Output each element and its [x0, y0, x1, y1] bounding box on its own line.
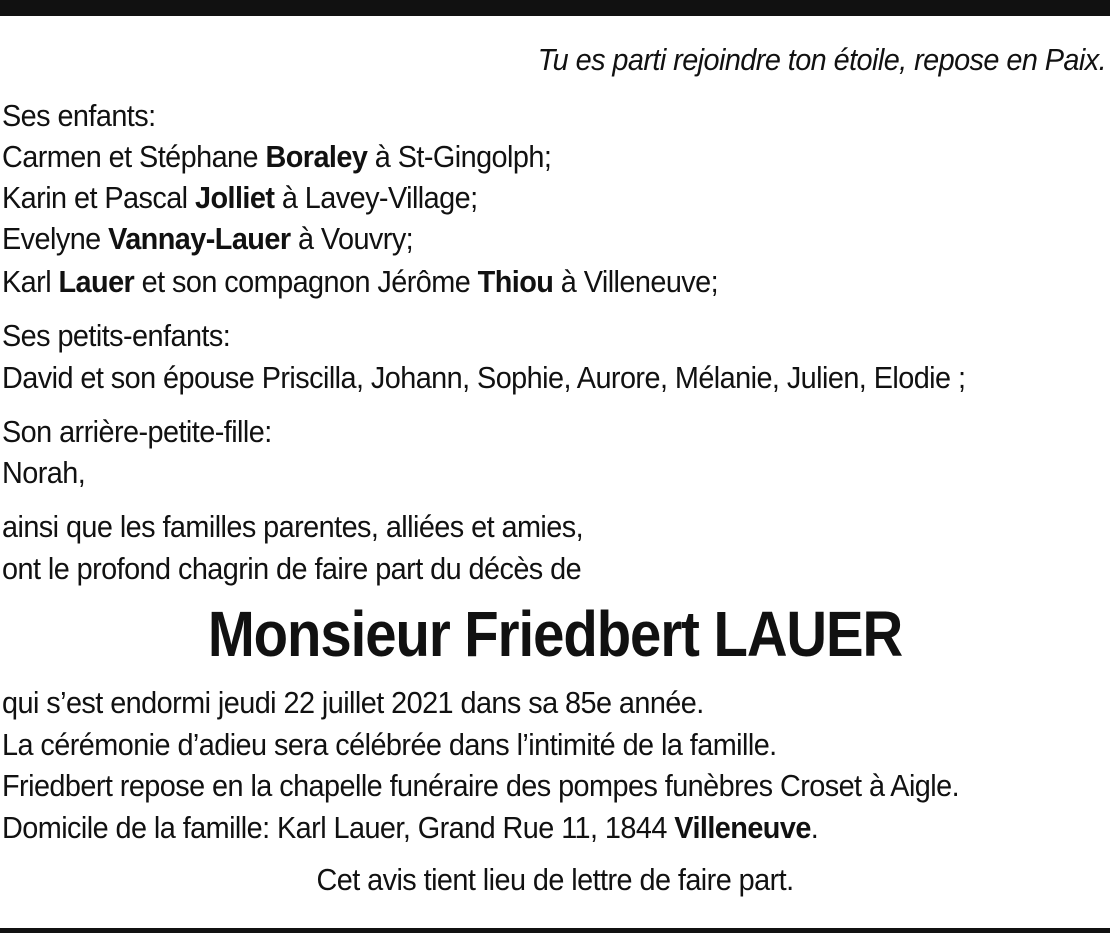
details-line-1: qui s’est endormi jeudi 22 juillet 2021 dans sa 85e année. — [2, 685, 704, 720]
partner-surname: Thiou — [477, 264, 554, 299]
child-line-3 — [2, 219, 413, 259]
great-grandchild-name: Norah, — [2, 455, 86, 490]
deceased-name: Monsieur Friedbert LAUER — [207, 598, 903, 670]
grandchildren-heading: Ses petits-enfants: — [2, 318, 231, 353]
address-end: . — [810, 810, 819, 845]
closing-note: Cet avis tient lieu de lettre de faire part. — [316, 862, 794, 897]
place: à St-Gingolph; — [367, 139, 552, 174]
address-town: Villeneuve — [674, 810, 811, 845]
place: à Vouvry; — [290, 221, 414, 256]
details-line-3: Friedbert repose en la chapelle funéraire des pompes funèbres Croset à Aigle. — [2, 768, 960, 803]
child-line-2 — [2, 178, 478, 218]
given-names: Karin et Pascal — [2, 180, 195, 215]
announcement-line-1: ainsi que les familles parentes, alliées et amies, — [2, 509, 584, 544]
grandchildren-names: David et son épouse Priscilla, Johann, Sophie, Aurore, Mélanie, Julien, Elodie ; — [2, 360, 966, 395]
surname: Jolliet — [194, 180, 275, 215]
great-grandchild-heading: Son arrière-petite-fille: — [2, 414, 272, 449]
epigraph: Tu es parti rejoindre ton étoile, repose en Paix. — [537, 42, 1106, 77]
child-line-4 — [2, 262, 718, 302]
child-line-1 — [2, 137, 551, 177]
address-text: Domicile de la famille: Karl Lauer, Grand Rue 11, 1844 — [2, 810, 675, 845]
details-line-4 — [2, 808, 818, 848]
place: à Lavey-Village; — [274, 180, 478, 215]
partner-text: et son compagnon Jérôme — [134, 264, 478, 299]
bottom-rule — [0, 928, 1110, 933]
place: à Villeneuve; — [553, 264, 719, 299]
surname: Boraley — [265, 139, 368, 174]
top-rule — [0, 0, 1110, 16]
children-heading: Ses enfants: — [2, 98, 156, 133]
given-names: Carmen et Stéphane — [2, 139, 266, 174]
surname: Lauer — [58, 264, 135, 299]
given-names: Karl — [2, 264, 59, 299]
announcement-line-2: ont le profond chagrin de faire part du décès de — [2, 551, 582, 586]
given-names: Evelyne — [2, 221, 109, 256]
surname: Vannay-Lauer — [108, 221, 291, 256]
details-line-2: La cérémonie d’adieu sera célébrée dans l’intimité de la famille. — [2, 727, 777, 762]
